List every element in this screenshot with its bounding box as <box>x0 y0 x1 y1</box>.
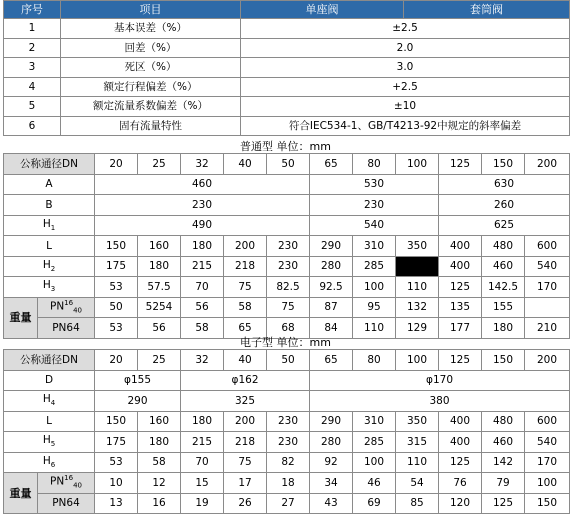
group-value: 380 <box>310 391 570 412</box>
header-sleeve: 套筒阀 <box>404 1 570 19</box>
cell-value: 230 <box>267 256 310 277</box>
cell-value: 150 <box>95 236 138 257</box>
cell-value: 315 <box>396 432 439 453</box>
spec-no: 6 <box>4 116 61 136</box>
group-value: φ170 <box>310 370 570 391</box>
spec-value: ±10 <box>241 97 570 117</box>
row-label-text: D <box>44 374 54 386</box>
header-no: 序号 <box>4 1 61 19</box>
group-value: 230 <box>95 195 310 216</box>
dn-value: 25 <box>138 350 181 371</box>
row-label <box>4 411 95 432</box>
spec-no: 5 <box>4 97 61 117</box>
group-value: 325 <box>181 391 310 412</box>
row-label-sub: 6 <box>50 460 56 469</box>
row-label-sup: 16 <box>64 298 74 307</box>
cell-value: 110 <box>396 277 439 298</box>
row-label <box>4 391 95 412</box>
cell-value: 155 <box>482 297 525 318</box>
row-label-sub: 1 <box>50 223 56 232</box>
cell-value: 142 <box>482 452 525 473</box>
spec-row <box>4 19 570 39</box>
cell-value: 200 <box>224 236 267 257</box>
row-label-sub: 40 <box>73 306 83 315</box>
dn-value: 40 <box>224 154 267 175</box>
cell-value: 27 <box>267 493 310 514</box>
row-label <box>4 256 95 277</box>
cell-value: 50 <box>95 297 138 318</box>
cell-value <box>396 256 439 277</box>
cell-value: 480 <box>482 411 525 432</box>
group-value: φ162 <box>181 370 310 391</box>
cell-value: 85 <box>396 493 439 514</box>
cell-value: 180 <box>181 236 224 257</box>
cell-value: 285 <box>353 432 396 453</box>
cell-value: 600 <box>525 411 570 432</box>
group-value: φ155 <box>95 370 181 391</box>
row-label <box>4 452 95 473</box>
dn-value: 150 <box>482 350 525 371</box>
cell-value: 53 <box>95 277 138 298</box>
spec-item: 额定流量系数偏差（%） <box>61 97 241 117</box>
cell-value: 180 <box>482 318 525 339</box>
row-h3 <box>4 277 570 298</box>
cell-value: 53 <box>95 318 138 339</box>
spec-value: 符合IEC534-1、GB/T4213-92中规定的斜率偏差 <box>241 116 570 136</box>
cell-value: 75 <box>224 452 267 473</box>
row-label-sub: 2 <box>50 264 56 273</box>
dn-row <box>4 350 570 371</box>
row-label <box>38 493 95 514</box>
spec-row <box>4 116 570 136</box>
row-label-text: PN <box>49 475 65 488</box>
row-label-text: L <box>46 239 52 252</box>
cell-value: 170 <box>525 277 570 298</box>
cell-value: 215 <box>181 256 224 277</box>
dn-label: 公称通径DN <box>4 350 95 371</box>
row-label-text: H <box>42 454 51 467</box>
spec-no: 2 <box>4 38 61 58</box>
row-label-text: H <box>42 258 51 271</box>
spec-item: 固有流量特性 <box>61 116 241 136</box>
row-weight-pn64 <box>4 318 570 339</box>
dn-value: 125 <box>439 350 482 371</box>
row-label-text: H <box>42 279 51 292</box>
row-l <box>4 411 570 432</box>
row-weight-pn1640 <box>4 473 570 494</box>
cell-value: 350 <box>396 411 439 432</box>
cell-value: 125 <box>439 277 482 298</box>
row-label <box>38 473 95 494</box>
cell-value: 160 <box>138 236 181 257</box>
spec-item: 基本误差（%） <box>61 19 241 39</box>
cell-value: 70 <box>181 452 224 473</box>
dn-value: 50 <box>267 350 310 371</box>
group-value: 530 <box>310 174 439 195</box>
cell-value: 58 <box>138 452 181 473</box>
row-a <box>4 174 570 195</box>
dn-value: 100 <box>396 154 439 175</box>
header-single-seat: 单座阀 <box>241 1 404 19</box>
dn-value: 65 <box>310 350 353 371</box>
cell-value: 400 <box>439 236 482 257</box>
row-weight-pn1640 <box>4 297 570 318</box>
cell-value: 46 <box>353 473 396 494</box>
dn-value: 32 <box>181 154 224 175</box>
row-b <box>4 195 570 216</box>
cell-value: 280 <box>310 432 353 453</box>
spec-header-row <box>4 1 570 19</box>
cell-value: 175 <box>95 432 138 453</box>
group-value: 625 <box>439 215 570 236</box>
row-label-text: PN64 <box>52 497 80 509</box>
cell-value: 200 <box>224 411 267 432</box>
cell-value: 56 <box>138 318 181 339</box>
cell-value: 280 <box>310 256 353 277</box>
cell-value: 132 <box>396 297 439 318</box>
dn-value: 32 <box>181 350 224 371</box>
cell-value: 120 <box>439 493 482 514</box>
cell-value: 310 <box>353 236 396 257</box>
cell-value: 79 <box>482 473 525 494</box>
dn-value: 25 <box>138 154 181 175</box>
cell-value: 135 <box>439 297 482 318</box>
table1-caption: 普通型 单位：mm <box>240 140 331 153</box>
row-label-text: A <box>45 178 53 190</box>
row-label <box>4 236 95 257</box>
cell-value: 290 <box>310 236 353 257</box>
cell-value: 290 <box>310 411 353 432</box>
spec-no: 1 <box>4 19 61 39</box>
cell-value: 125 <box>439 452 482 473</box>
dn-value: 20 <box>95 154 138 175</box>
cell-value: 480 <box>482 236 525 257</box>
cell-value: 12 <box>138 473 181 494</box>
row-label-text: L <box>46 415 52 427</box>
dn-value: 125 <box>439 154 482 175</box>
cell-value: 150 <box>95 411 138 432</box>
cell-value: 310 <box>353 411 396 432</box>
spec-row <box>4 77 570 97</box>
cell-value: 210 <box>525 318 570 339</box>
cell-value: 75 <box>224 277 267 298</box>
dn-value: 20 <box>95 350 138 371</box>
cell-value: 400 <box>439 432 482 453</box>
spec-value: +2.5 <box>241 77 570 97</box>
cell-value: 400 <box>439 411 482 432</box>
cell-value: 57.5 <box>138 277 181 298</box>
spec-item: 死区（%） <box>61 58 241 78</box>
cell-value: 125 <box>482 493 525 514</box>
group-value: 290 <box>95 391 181 412</box>
cell-value: 95 <box>353 297 396 318</box>
table2-caption: 电子型 单位：mm <box>240 336 331 349</box>
row-label <box>4 277 95 298</box>
cell-value: 180 <box>138 432 181 453</box>
cell-value: 70 <box>181 277 224 298</box>
cell-value: 53 <box>95 452 138 473</box>
row-h4 <box>4 391 570 412</box>
spec-item: 额定行程偏差（%） <box>61 77 241 97</box>
cell-value: 218 <box>224 432 267 453</box>
cell-value: 460 <box>482 256 525 277</box>
cell-value: 76 <box>439 473 482 494</box>
cell-value: 180 <box>138 256 181 277</box>
cell-value: 84 <box>310 318 353 339</box>
cell-value: 215 <box>181 432 224 453</box>
cell-value: 160 <box>138 411 181 432</box>
cell-value: 540 <box>525 432 570 453</box>
group-value: 230 <box>310 195 439 216</box>
dn-value: 150 <box>482 154 525 175</box>
cell-value: 100 <box>353 277 396 298</box>
spec-row <box>4 97 570 117</box>
dn-value: 80 <box>353 154 396 175</box>
row-label <box>38 318 95 339</box>
row-label-sub: 40 <box>73 482 83 491</box>
spec-value: 3.0 <box>241 58 570 78</box>
row-label-text: H <box>42 393 51 406</box>
cell-value: 54 <box>396 473 439 494</box>
cell-value: 142.5 <box>482 277 525 298</box>
row-label-text: B <box>45 198 53 211</box>
dn-value: 200 <box>525 154 570 175</box>
cell-value: 18 <box>267 473 310 494</box>
dn-label: 公称通径DN <box>4 154 95 175</box>
row-l <box>4 236 570 257</box>
group-value: 490 <box>95 215 310 236</box>
spec-value: 2.0 <box>241 38 570 58</box>
dn-value: 50 <box>267 154 310 175</box>
weight-label: 重量 <box>4 473 38 514</box>
cell-value: 16 <box>138 493 181 514</box>
cell-value: 34 <box>310 473 353 494</box>
cell-value: 400 <box>439 256 482 277</box>
row-d <box>4 370 570 391</box>
spec-row <box>4 38 570 58</box>
cell-value: 285 <box>353 256 396 277</box>
row-label-sub: 4 <box>50 399 56 408</box>
dn-value: 65 <box>310 154 353 175</box>
weight-label: 重量 <box>4 297 38 338</box>
cell-value: 180 <box>181 411 224 432</box>
cell-value: 15 <box>181 473 224 494</box>
cell-value: 177 <box>439 318 482 339</box>
row-label <box>4 370 95 391</box>
row-label-text: PN <box>49 300 65 313</box>
row-label-text: PN64 <box>52 321 80 334</box>
row-label <box>4 174 95 195</box>
cell-value: 43 <box>310 493 353 514</box>
cell-value: 92.5 <box>310 277 353 298</box>
row-label-sub: 5 <box>50 440 56 449</box>
dn-row <box>4 154 570 175</box>
cell-value: 56 <box>181 297 224 318</box>
row-label <box>4 432 95 453</box>
dn-value: 80 <box>353 350 396 371</box>
row-h1 <box>4 215 570 236</box>
cell-value: 110 <box>353 318 396 339</box>
spec-row <box>4 58 570 78</box>
cell-value: 17 <box>224 473 267 494</box>
row-h2 <box>4 256 570 277</box>
group-value: 540 <box>310 215 439 236</box>
cell-value: 26 <box>224 493 267 514</box>
group-value: 630 <box>439 174 570 195</box>
cell-value: 540 <box>525 256 570 277</box>
cell-value: 82.5 <box>267 277 310 298</box>
cell-value: 150 <box>525 493 570 514</box>
dn-value: 100 <box>396 350 439 371</box>
spec-no: 3 <box>4 58 61 78</box>
row-label-text: H <box>42 434 51 447</box>
row-h5 <box>4 432 570 453</box>
dn-value: 40 <box>224 350 267 371</box>
cell-value: 218 <box>224 256 267 277</box>
cell-value: 110 <box>396 452 439 473</box>
cell-value: 87 <box>310 297 353 318</box>
spec-table <box>3 0 570 136</box>
cell-value <box>525 297 570 318</box>
row-h6 <box>4 452 570 473</box>
cell-value: 75 <box>267 297 310 318</box>
group-value: 460 <box>95 174 310 195</box>
spec-value: ±2.5 <box>241 19 570 39</box>
cell-value: 58 <box>224 297 267 318</box>
row-label <box>38 297 95 318</box>
row-label <box>4 195 95 216</box>
cell-value: 69 <box>353 493 396 514</box>
dimension-table-standard <box>3 153 570 339</box>
cell-value: 68 <box>267 318 310 339</box>
cell-value: 129 <box>396 318 439 339</box>
cell-value: 600 <box>525 236 570 257</box>
cell-value: 82 <box>267 452 310 473</box>
cell-value: 230 <box>267 411 310 432</box>
dimension-table-electronic <box>3 349 570 514</box>
row-label-text: H <box>42 217 51 230</box>
cell-value: 350 <box>396 236 439 257</box>
cell-value: 92 <box>310 452 353 473</box>
cell-value: 65 <box>224 318 267 339</box>
cell-value: 100 <box>525 473 570 494</box>
row-label-sup: 16 <box>64 474 74 483</box>
cell-value: 10 <box>95 473 138 494</box>
cell-value: 58 <box>181 318 224 339</box>
cell-value: 460 <box>482 432 525 453</box>
row-label-sub: 3 <box>50 285 56 294</box>
cell-value: 230 <box>267 432 310 453</box>
spec-item: 回差（%） <box>61 38 241 58</box>
cell-value: 5254 <box>138 297 181 318</box>
cell-value: 13 <box>95 493 138 514</box>
row-weight-pn64 <box>4 493 570 514</box>
header-item: 项目 <box>61 1 241 19</box>
group-value: 260 <box>439 195 570 216</box>
cell-value: 19 <box>181 493 224 514</box>
cell-value: 230 <box>267 236 310 257</box>
cell-value: 170 <box>525 452 570 473</box>
dn-value: 200 <box>525 350 570 371</box>
row-label <box>4 215 95 236</box>
cell-value: 100 <box>353 452 396 473</box>
spec-no: 4 <box>4 77 61 97</box>
cell-value: 175 <box>95 256 138 277</box>
spec-body <box>4 19 570 136</box>
